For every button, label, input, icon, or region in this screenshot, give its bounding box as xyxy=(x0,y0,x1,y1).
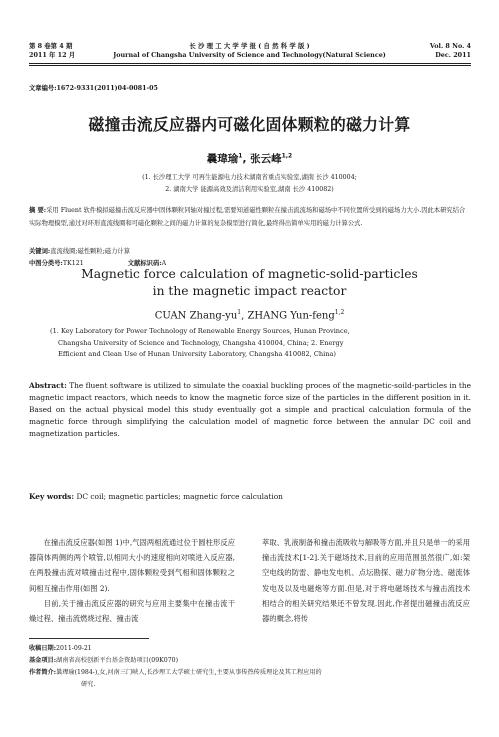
article-number: 文章编号:1672-9331(2011)04-0081-05 xyxy=(29,85,158,92)
author-2: 张云峰 xyxy=(250,153,282,165)
english-authors xyxy=(0,309,499,321)
fund-info xyxy=(29,655,471,667)
chinese-authors xyxy=(0,151,499,166)
issue-volume: 第 8 卷第 4 期 xyxy=(29,42,73,50)
journal-name-cn: 长 沙 理 工 大 学 学 报 ( 自 然 科 学 版 ) xyxy=(189,42,310,50)
header-rule-thin xyxy=(29,65,471,66)
received-value: 2011-09-21 xyxy=(56,645,92,652)
issue-date: 2011 年 12 月 xyxy=(29,51,76,59)
en-author-2-affil: 1,2 xyxy=(334,309,345,316)
en-author-2: ZHANG Yun-feng xyxy=(247,310,335,322)
vol-number: Vol. 8 No. 4 xyxy=(429,42,471,50)
chinese-abstract xyxy=(29,205,470,230)
english-abstract xyxy=(29,380,471,440)
author-2-affil: 1,2 xyxy=(281,152,293,160)
chinese-keywords xyxy=(29,246,470,259)
body-right-column xyxy=(262,535,470,626)
en-author-separator: , xyxy=(241,310,245,322)
english-title xyxy=(0,266,499,299)
journal-name-en: Journal of Changsha University of Science and Technology(Natural Science) xyxy=(113,51,386,59)
body-left-column xyxy=(29,535,235,626)
chinese-title: 磁撞击流反应器内可磁化固体颗粒的磁力计算 xyxy=(88,115,411,134)
author-separator: , xyxy=(242,153,247,165)
en-author-1-affil: 1 xyxy=(237,309,242,316)
en-affiliation-line-2: Changsha University of Science and Technology, Changsha 410004, China; 2. Energy xyxy=(58,338,344,347)
en-keywords-label: Key words: xyxy=(29,492,75,501)
header-rule xyxy=(29,63,471,64)
english-affiliation xyxy=(50,326,470,361)
received-date xyxy=(29,643,471,655)
author-bio-label: 作者简介: xyxy=(29,669,57,676)
footnote-rule xyxy=(29,638,149,639)
doc-code-value: A xyxy=(161,260,167,267)
author-bio-line-1: 曩瑋瑜(1984-),女,河南三门峡人,长沙理工大学硕士研究生,主要从事传热传质理论及其工程应用的 xyxy=(56,669,322,676)
chinese-affiliation-1: (1. 长沙理工大学 可再生能源电力技术湖南省重点实验室,湖南 长沙 410004; xyxy=(142,174,357,181)
chinese-affiliation-2: 2. 湖南大学 能源高效及清洁利用实验室,湖南 长沙 410082) xyxy=(165,186,334,193)
en-affiliation-line-1: (1. Key Laboratory for Power Technology of Renewable Energy Sources, Hunan Province, xyxy=(50,327,350,335)
fund-label: 基金项目: xyxy=(29,657,57,664)
journal-vol xyxy=(430,42,471,60)
footnotes xyxy=(29,643,471,691)
abstract-label: 摘 要: xyxy=(29,207,47,214)
doc-code-label: 文献标识码: xyxy=(127,260,162,267)
fund-value: 湖南省高校创新平台基金资助项目(09K070) xyxy=(56,657,178,664)
abstract-text: 采用 Fluent 软件模拟磁撞击流反应器中固体颗粒同轴对撞过程,需要知道磁性颗粒在撞击流流场和磁场中不同位置所受到的磁场力大小.因此本研究结合实际物理模型,通过对环形直流线圈和可磁化颗粒之间的磁力计算的复杂模型进行简化,最终得出简单实用的磁力计算公式. xyxy=(29,207,466,227)
en-affiliation-line-3: Efficient and Clean Use of Hunan University Laboratory, Changsha 410082, China) xyxy=(58,350,337,358)
en-abstract-label: Abstract: xyxy=(29,381,67,390)
author-bio xyxy=(29,667,471,679)
english-title-line-1: Magnetic force calculation of magnetic-solid-particles xyxy=(81,267,418,281)
received-label: 收稿日期: xyxy=(29,645,57,652)
body-paragraph: 萃取、乳液制备和撞击流吸收与解吸等方面,并且只是单一的采用撞击流技术[1-2].关于磁场技术,目前的应用范围虽然很广,如:架空电线的防雷、静电发电机、点坛勘探、磁力矿物分选、磁流体发电及以及电磁炮等方面.但是,对于将电磁场技术与撞击流技术相结合的相关研究结果还不曾发现.因此,作者提出磁撞击流反应器的概念,将传 xyxy=(262,538,470,624)
en-author-1: CUAN Zhang-yu xyxy=(154,310,238,322)
keywords-label: 关键词: xyxy=(29,248,51,255)
author-1-affil: 1 xyxy=(238,152,243,160)
journal-name xyxy=(0,42,499,60)
vol-date: Dec. 2011 xyxy=(435,51,471,59)
body-paragraph: 在撞击流反应器(如图 1)中,气固两相流通过位于圆柱形反应器筒体两侧的两个喷管,以相同大小的速度相向对喷进入反应器,在两股撞击流对喷撞击过程中,固体颗粒受到气相和固体颗粒之间相互撞击作用(如图 2). xyxy=(29,538,235,593)
clc-value: TK121 xyxy=(62,260,84,267)
en-abstract-text: The fluent software is utilized to simulate the coaxial buckling proces of the magnetic-soild-particles in the magnetic impact reactors, which needs to know the magnetic force size of the particles in the different position in it. Based on the actual physical model this study eventually got a simple and practical calculation formula of the magnetic force through simplifying the calculation model of magnetic force between the annular DC coil and magnetization particles. xyxy=(29,381,471,438)
author-bio-line-2: 研究. xyxy=(81,681,96,688)
author-1: 曩瑋瑜 xyxy=(206,153,239,165)
clc-label: 中图分类号: xyxy=(29,260,63,267)
english-title-line-2: in the magnetic impact reactor xyxy=(152,283,347,298)
en-keywords-text: DC coil; magnetic particles; magnetic force calculation xyxy=(76,492,283,501)
keywords-text: 直流线圈;磁性颗粒;磁力计算 xyxy=(50,248,131,255)
english-keywords xyxy=(29,491,471,503)
body-paragraph: 目前,关于撞击流反应器的研究与应用主要集中在撞击流干燥过程、撞击流燃烧过程、撞击流 xyxy=(29,598,235,624)
